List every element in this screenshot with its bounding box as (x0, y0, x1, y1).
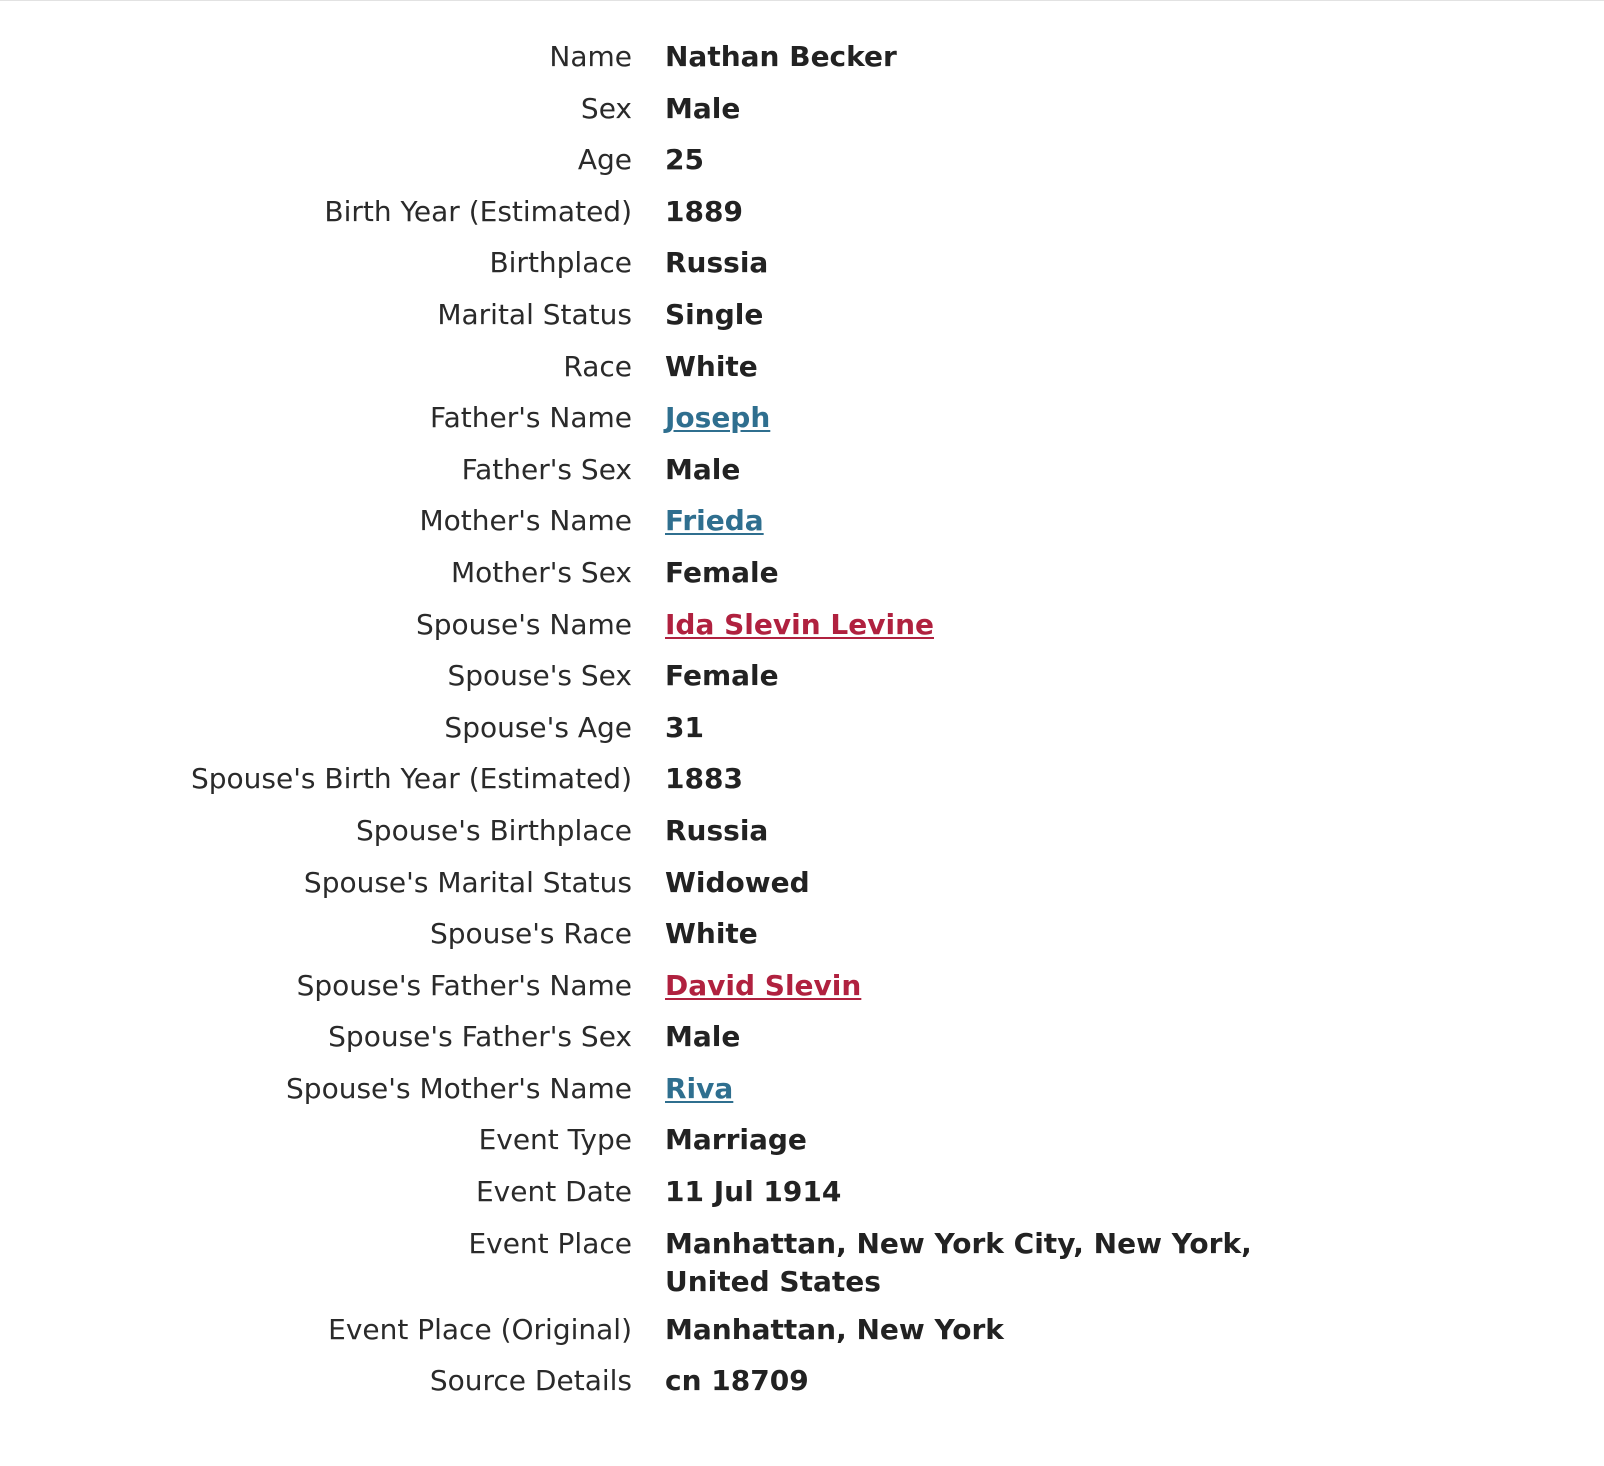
field-label: Spouse's Name (415, 607, 632, 641)
field-value: 25 (665, 143, 704, 177)
field-row-spouses-sex (0, 657, 1604, 709)
field-row-event-place (0, 1225, 1604, 1311)
field-value: White (665, 917, 758, 951)
field-label: Spouse's Birthplace (356, 813, 632, 847)
field-label: Spouse's Marital Status (303, 865, 632, 899)
spouses-name-link[interactable]: Ida Slevin Levine (665, 607, 934, 641)
field-row-spouses-fathers-name (0, 967, 1604, 1019)
field-label: Spouse's Mother's Name (286, 1071, 632, 1105)
field-row-spouses-mothers-name (0, 1070, 1604, 1122)
field-label: Spouse's Birth Year (Estimated) (190, 762, 632, 796)
field-label: Event Place (Original) (328, 1312, 632, 1346)
field-row-spouses-name (0, 606, 1604, 658)
field-label: Spouse's Father's Sex (328, 1020, 632, 1054)
field-label: Mother's Name (419, 504, 632, 538)
field-value: Marriage (665, 1123, 807, 1157)
field-value: Widowed (665, 865, 810, 899)
record-details-table (0, 38, 1604, 1414)
field-value (665, 399, 1325, 437)
field-row-birthplace (0, 244, 1604, 296)
field-row-sex (0, 90, 1604, 142)
field-label: Sex (580, 91, 632, 125)
field-label: Source Details (429, 1364, 632, 1398)
field-label: Spouse's Sex (447, 659, 632, 693)
field-value: Male (665, 1020, 741, 1054)
field-row-event-type (0, 1121, 1604, 1173)
field-label: Spouse's Father's Name (296, 968, 632, 1002)
field-value: Female (665, 659, 779, 693)
field-label: Spouse's Age (444, 710, 632, 744)
field-label: Event Place (468, 1226, 632, 1260)
field-value: 31 (665, 710, 704, 744)
field-value: 11 Jul 1914 (665, 1175, 842, 1209)
field-value (665, 967, 1325, 1005)
field-label: Mother's Sex (450, 555, 632, 589)
field-value: White (665, 349, 758, 383)
spouses-mothers-name-link[interactable]: Riva (665, 1071, 734, 1105)
field-value: Female (665, 555, 779, 589)
field-value: Single (665, 297, 764, 331)
field-value: Manhattan, New York City, New York, United States (665, 1226, 1252, 1298)
mothers-name-link[interactable]: Frieda (665, 504, 764, 538)
field-value (665, 502, 1325, 540)
field-label: Father's Sex (461, 452, 632, 486)
field-row-spouses-fathers-sex (0, 1018, 1604, 1070)
field-value: Male (665, 452, 741, 486)
field-row-event-place-original (0, 1311, 1604, 1363)
field-value: Russia (665, 246, 769, 280)
field-label: Event Date (475, 1175, 632, 1209)
field-row-spouses-marital-status (0, 864, 1604, 916)
field-value: 1883 (665, 762, 743, 796)
field-row-name (0, 38, 1604, 90)
field-value: Russia (665, 813, 769, 847)
field-row-mothers-name (0, 502, 1604, 554)
field-row-source-details (0, 1362, 1604, 1414)
field-row-marital-status (0, 296, 1604, 348)
field-value (665, 606, 1325, 644)
field-row-fathers-sex (0, 451, 1604, 503)
field-row-mothers-sex (0, 554, 1604, 606)
field-row-age (0, 141, 1604, 193)
field-label: Marital Status (437, 297, 632, 331)
field-row-spouses-race (0, 915, 1604, 967)
field-label: Birth Year (Estimated) (324, 194, 632, 228)
field-row-birth-year (0, 193, 1604, 245)
field-row-spouses-age (0, 709, 1604, 761)
field-label: Birthplace (489, 246, 632, 280)
field-value: Male (665, 91, 741, 125)
field-row-race (0, 348, 1604, 400)
field-label: Spouse's Race (429, 917, 632, 951)
field-label: Father's Name (430, 401, 632, 435)
field-row-event-date (0, 1173, 1604, 1225)
field-value: cn 18709 (665, 1364, 809, 1398)
field-label: Name (549, 40, 632, 73)
field-value (665, 1070, 1325, 1108)
fathers-name-link[interactable]: Joseph (665, 401, 771, 435)
field-row-spouses-birthplace (0, 812, 1604, 864)
field-label: Age (577, 143, 632, 177)
field-row-fathers-name (0, 399, 1604, 451)
field-label: Event Type (478, 1123, 632, 1157)
field-label: Race (563, 349, 632, 383)
field-value: 1889 (665, 194, 743, 228)
field-row-spouses-birth-year (0, 760, 1604, 812)
field-value: Manhattan, New York (665, 1312, 1004, 1346)
field-value: Nathan Becker (665, 40, 897, 73)
spouses-fathers-name-link[interactable]: David Slevin (665, 968, 862, 1002)
